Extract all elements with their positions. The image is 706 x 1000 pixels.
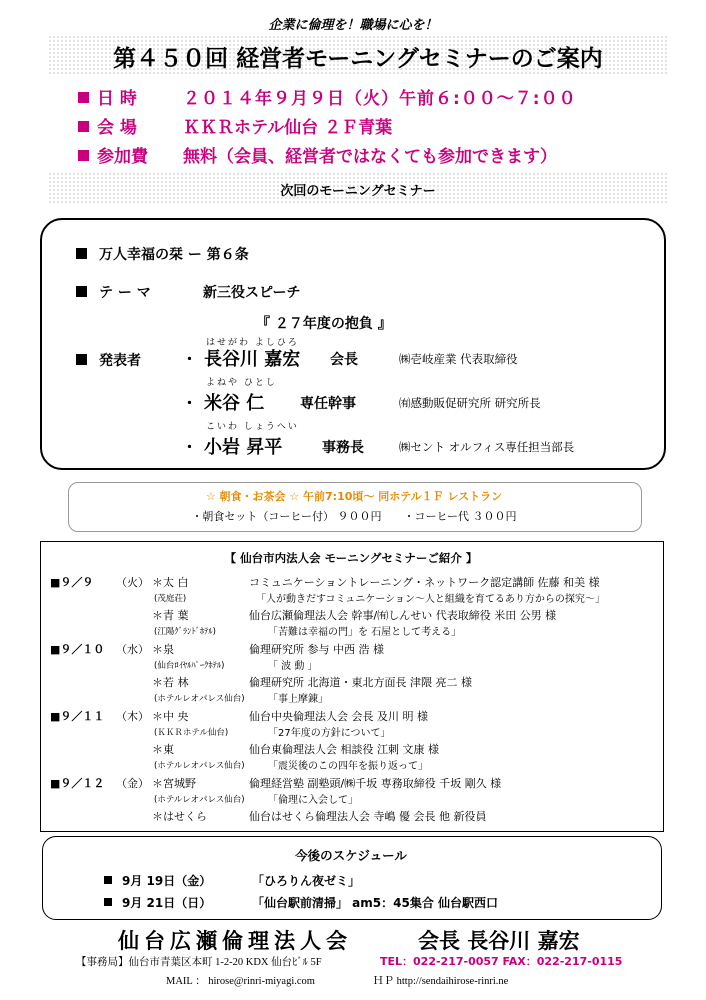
intro-venue: (ホテルレオパレス仙台) — [154, 795, 245, 805]
footer-office: 【事務局】仙台市青葉区本町 1-2-20 KDX 仙台ﾋﾞﾙ 5F — [76, 957, 322, 968]
intro-venue: (ホテルレオパレス仙台) — [154, 761, 245, 771]
bullet-square-icon — [76, 354, 87, 365]
intro-dow: （金） — [116, 777, 149, 790]
lecture-subtheme: 『 ２７年度の抱負 』 — [256, 316, 392, 332]
intro-date: ■９／１１ — [50, 710, 105, 723]
intro-venue: (仙台ﾛｲﾔﾙﾊﾟｰｸﾎﾃﾙ) — [154, 661, 225, 671]
intro-name: ＊宮城野 — [152, 777, 196, 790]
intro-topic: 「苦難は幸福の門」を 石屋として考える」 — [268, 627, 462, 638]
bullet-square-icon — [104, 898, 112, 906]
footer-org: 仙台広瀬倫理法人会 — [118, 929, 352, 953]
article-label: 万人幸福の栞 ー 第６条 — [99, 247, 249, 263]
speaker-name: 長谷川 嘉宏 — [204, 349, 301, 370]
speaker-name: 小岩 昇平 — [204, 437, 283, 458]
info-value: 無料（会員、経営者ではなくても参加できます） — [183, 147, 557, 167]
info-value: ２０１４年９月９日（火）午前６:００～７:００ — [183, 89, 577, 109]
intro-heading: 【 仙台市内法人会 モーニングセミナーご紹介 】 — [224, 551, 478, 565]
lecture-theme — [76, 282, 300, 302]
intro-speaker: 仙台はせくら倫理法人会 寺嶋 優 会長 他 新役員 — [249, 810, 487, 823]
speaker-company: ㈲感動販促研究所 研究所長 — [399, 396, 541, 410]
schedule-date: 9月 21日（日） — [122, 896, 212, 910]
theme-label: テ ー マ — [99, 285, 151, 301]
schedule-item — [104, 894, 498, 911]
intro-venue: (江陽ｸﾞﾗﾝﾄﾞﾎﾃﾙ) — [154, 627, 216, 637]
info-datetime — [78, 84, 577, 109]
page-title: 第４５０回 経営者モーニングセミナーのご案内 — [113, 46, 603, 72]
speaker-bullet: ・ — [182, 350, 198, 368]
speaker-ruby: よねや ひとし — [206, 378, 277, 388]
intro-venue: (ホテルレオパレス仙台) — [154, 694, 245, 704]
intro-venue: (茂庭荘) — [154, 594, 187, 604]
bullet-square-icon — [76, 248, 87, 259]
intro-dow: （火） — [116, 576, 149, 589]
intro-topic: 「倫理に入会して」 — [268, 795, 358, 806]
footer-hp: ＨＰ http://sendaihirose-rinri.ne — [373, 976, 509, 987]
speaker-ruby: はせがわ よしひろ — [206, 338, 299, 348]
intro-venue: (ＫＫＲホテル仙台) — [154, 728, 229, 738]
intro-speaker: 倫理研究所 北海道・東北方面長 津隈 亮二 様 — [249, 676, 472, 689]
tagline: 企業に倫理を！職場に心を！ — [268, 18, 438, 33]
breakfast-line2: ・朝食セット（コーヒー付） ９００円 ・コーヒー代 ３００円 — [191, 510, 517, 523]
intro-topic: 「事上摩錬」 — [268, 694, 328, 705]
intro-speaker: 仙台広瀬倫理法人会 幹事/㈲しんせい 代表取締役 米田 公男 様 — [249, 609, 557, 622]
speakers-label-row — [76, 350, 141, 370]
intro-speaker: コミュニケーショントレーニング・ネットワーク認定講師 佐藤 和美 様 — [249, 576, 600, 589]
info-label: 日 時 — [97, 89, 137, 109]
speaker-role: 専任幹事 — [300, 396, 356, 412]
schedule-date: 9月 19日（金） — [122, 874, 212, 888]
intro-topic: 「震災後のこの四年を振り返って」 — [268, 761, 428, 772]
bullet-square-icon — [78, 92, 89, 103]
speakers-label: 発表者 — [99, 353, 141, 369]
bullet-square-icon — [78, 150, 89, 161]
info-value: ＫＫＲホテル仙台 ２Ｆ青葉 — [183, 118, 393, 138]
intro-topic: 「 波 動 」 — [268, 661, 318, 672]
intro-speaker: 倫理経営塾 副塾頭/㈱千坂 専務取締役 千坂 剛久 様 — [249, 777, 502, 790]
breakfast-line1: ☆ 朝食・お茶会 ☆ 午前7:10頃～ 同ホテル１Ｆ レストラン — [205, 490, 503, 503]
intro-speaker: 仙台東倫理法人会 相談役 江刺 文康 様 — [249, 743, 439, 756]
intro-name: ＊青 葉 — [152, 609, 189, 622]
bullet-square-icon — [104, 876, 112, 884]
intro-name: ＊東 — [152, 743, 174, 756]
intro-name: ＊泉 — [152, 643, 174, 656]
schedule-heading: 今後のスケジュール — [295, 848, 407, 863]
schedule-text: 「ひろりん夜ゼミ」 — [252, 874, 361, 888]
speaker-name: 米谷 仁 — [204, 393, 265, 414]
info-venue — [78, 113, 392, 138]
speaker-bullet: ・ — [182, 438, 198, 456]
info-fee — [78, 142, 557, 167]
intro-topic: 「27年度の方針について」 — [268, 728, 391, 739]
theme-text: 新三役スピーチ — [203, 285, 301, 301]
speaker-role: 事務長 — [322, 440, 364, 456]
footer-mail: MAIL ： hirose@rinri-miyagi.com — [166, 976, 315, 987]
bullet-square-icon — [76, 286, 87, 297]
footer-tel-fax: TEL：022-217-0057 FAX：022-217-0115 — [380, 955, 623, 968]
intro-dow: （木） — [116, 710, 149, 723]
intro-name: ＊太 白 — [152, 576, 189, 589]
schedule-text: 「仙台駅前清掃」 am5：45集合 仙台駅西口 — [252, 896, 499, 910]
intro-speaker: 倫理研究所 参与 中西 浩 様 — [249, 643, 384, 656]
intro-name: ＊若 林 — [152, 676, 189, 689]
schedule-item — [104, 872, 360, 889]
next-heading: 次回のモーニングセミナー — [280, 184, 436, 199]
footer-president: 会長 長谷川 嘉宏 — [418, 929, 580, 953]
speaker-company: ㈱壱岐産業 代表取締役 — [399, 352, 518, 366]
intro-date: ■９／９ — [50, 576, 94, 589]
intro-speaker: 仙台中央倫理法人会 会長 及川 明 様 — [249, 710, 428, 723]
intro-date: ■９／１２ — [50, 777, 105, 790]
info-label: 参加費 — [97, 147, 148, 167]
lecture-article — [76, 244, 249, 264]
speaker-role: 会長 — [330, 352, 358, 368]
speaker-company: ㈱セント オルフィス専任担当部長 — [399, 440, 575, 454]
intro-date: ■９／１０ — [50, 643, 105, 656]
intro-topic: 「人が動きだすコミュニケーション～人と組織を育てるあり方からの探究～」 — [256, 594, 605, 605]
info-label: 会 場 — [97, 118, 137, 138]
intro-dow: （水） — [116, 643, 149, 656]
intro-name: ＊はせくら — [152, 810, 207, 823]
speaker-bullet: ・ — [182, 394, 198, 412]
speaker-ruby: こいわ しょうへい — [206, 422, 299, 432]
intro-name: ＊中 央 — [152, 710, 189, 723]
bullet-square-icon — [78, 121, 89, 132]
